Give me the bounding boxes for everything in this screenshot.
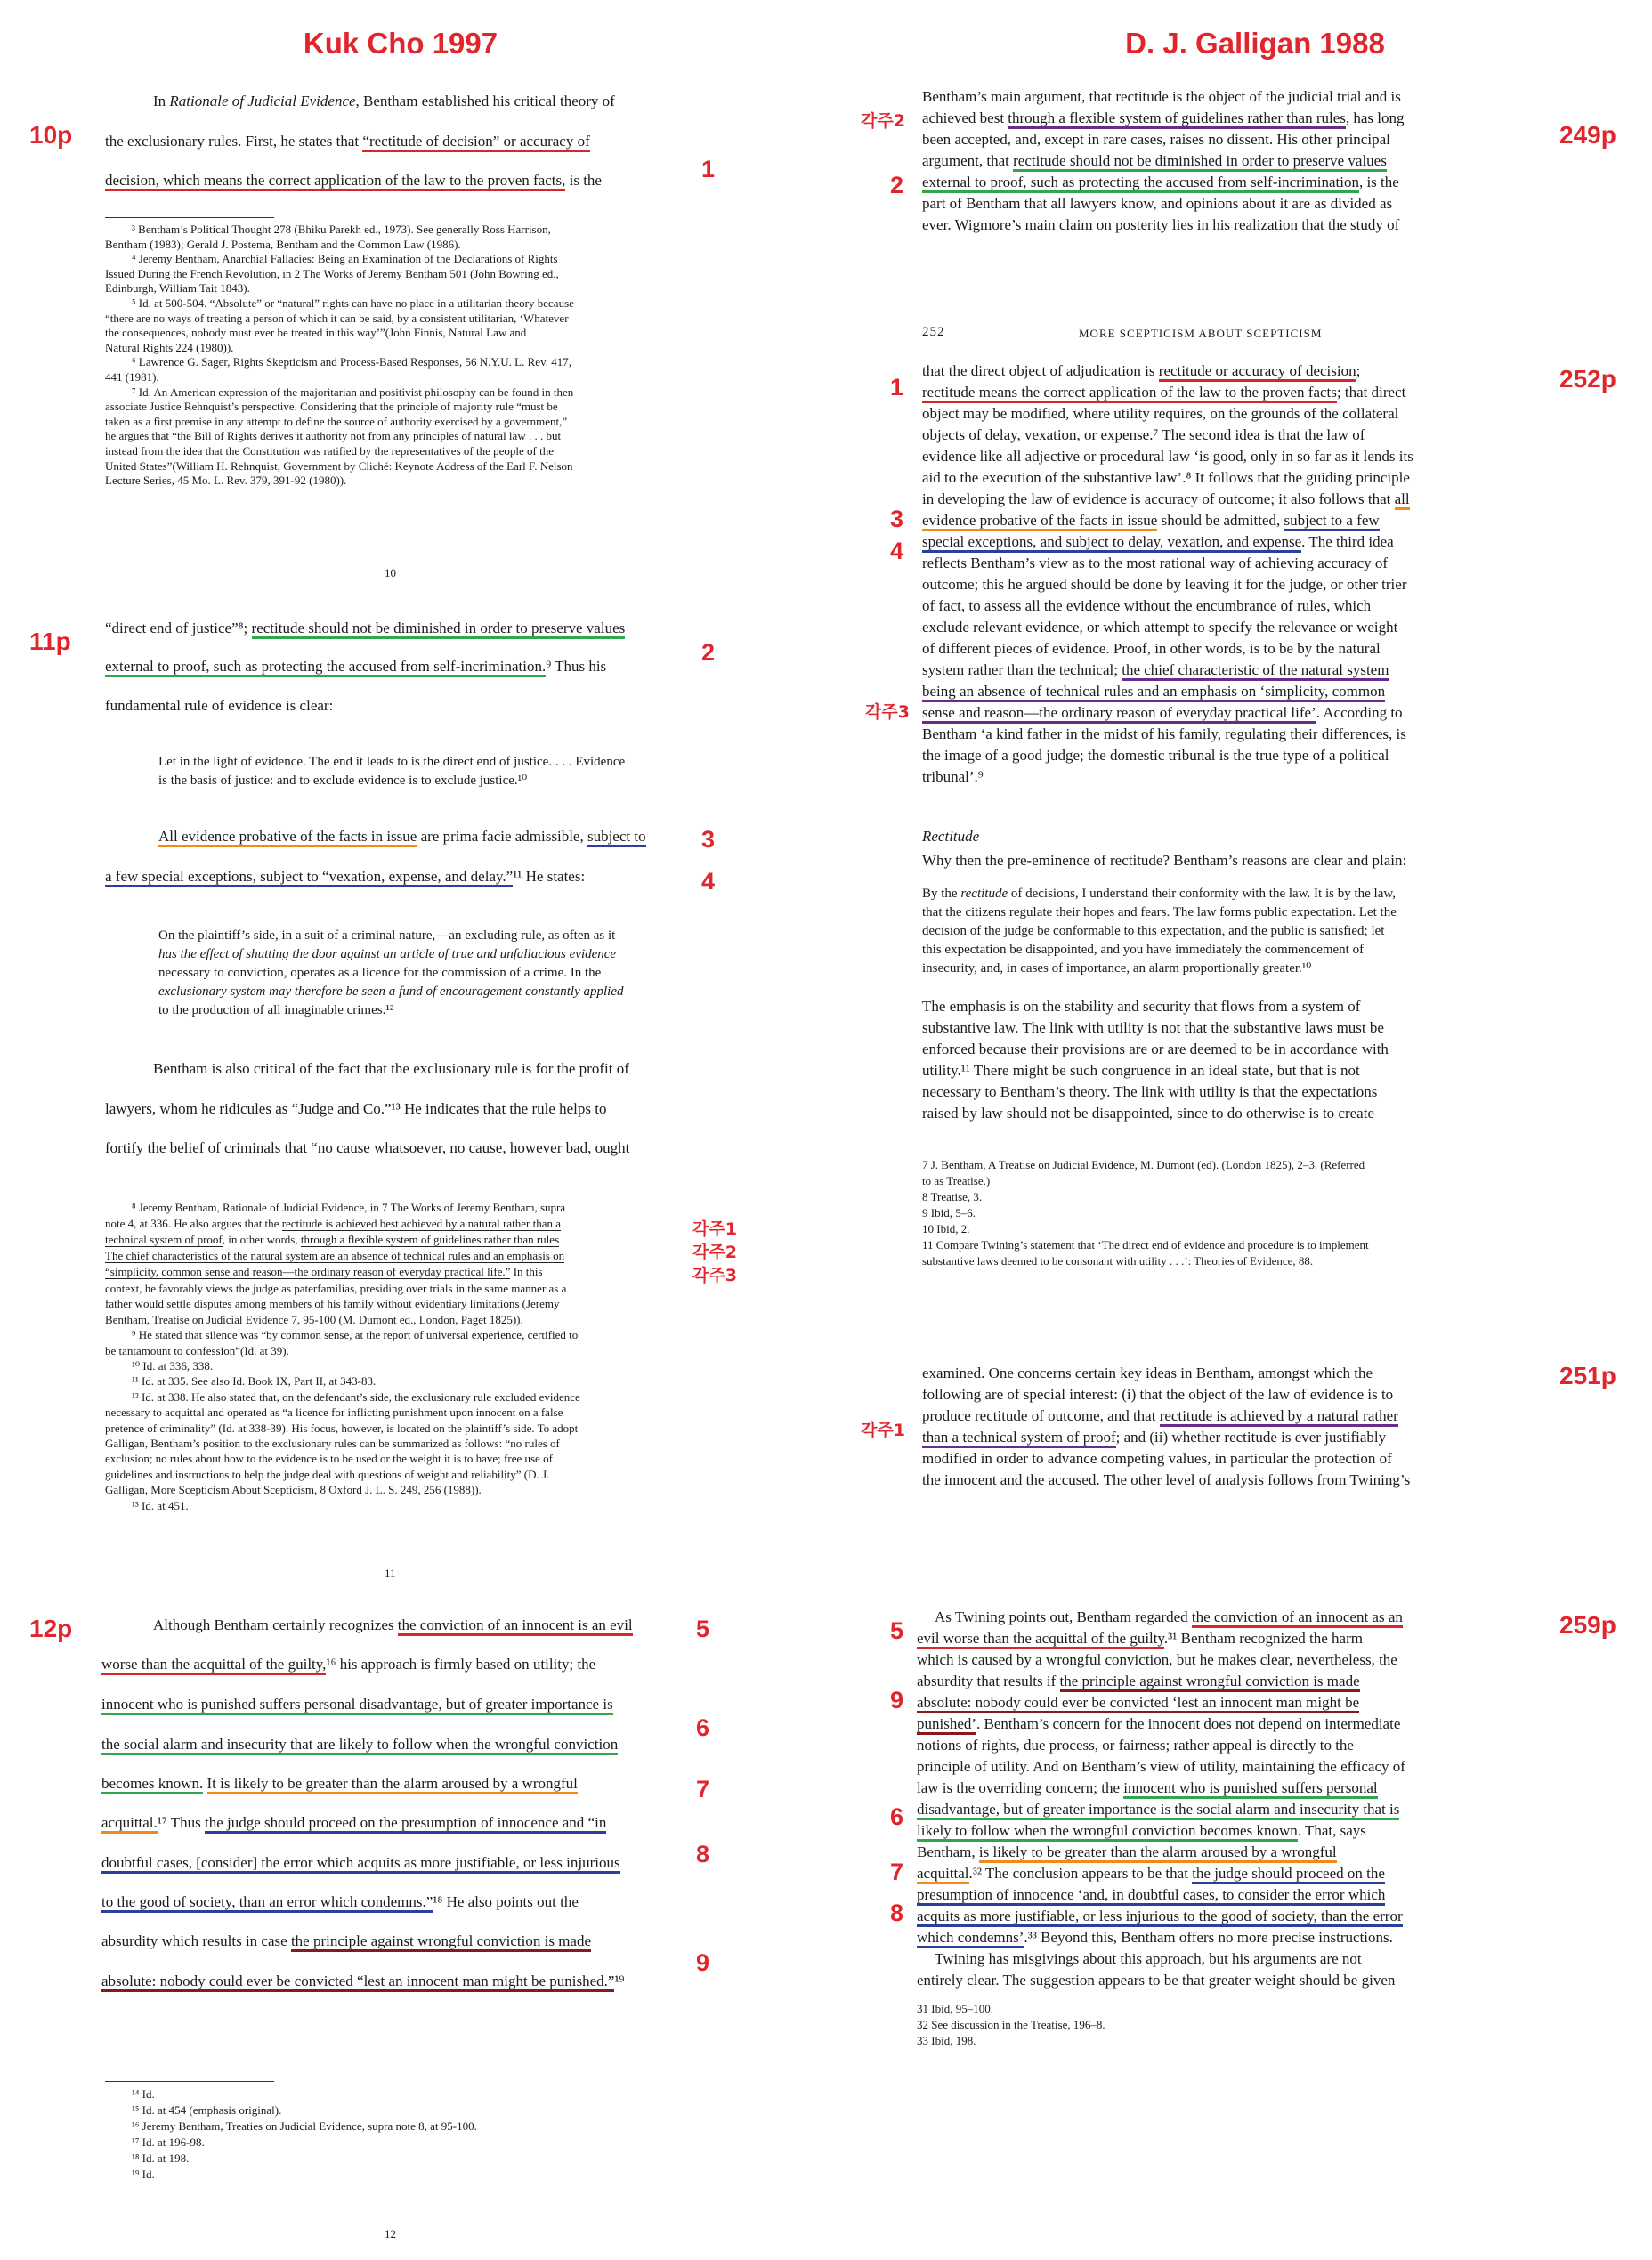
text-line [922,109,1405,128]
highlight-1: rectitude or accuracy of decision [1159,362,1356,382]
text-line [101,1852,620,1875]
match-number-8-left: 8 [696,1841,710,1867]
footnote-highlight-1: technical system of proof [105,1233,223,1246]
footnote-line: guidelines and instructions to help the judge deal with questions of weight and reliability” (D. J. [105,1467,550,1481]
highlight-6: innocent who is punished suffers personal [1123,1779,1377,1799]
text-line: principle of utility. And on Bentham’s view of utility, maintaining the efficacy of [917,1758,1405,1775]
left-column-title: Kuk Cho 1997 [303,27,498,60]
highlight-9: absolute: nobody could ever be convicted ‘lest an innocent man might be [917,1694,1359,1713]
block-quote-line: exclusionary system may therefore be seen a fund of encouragement constantly applied [158,984,624,999]
text-line [917,1778,1378,1798]
text-line: the image of a good judge; the domestic tribunal is the true type of a political [922,747,1389,764]
highlight-4: special exceptions, and subject to delay, vexation, and expense [922,533,1301,553]
text-line [153,91,615,113]
footnote-line: exclusion; no rules about how to the evidence is to be used or the weight it is to have; free use of [105,1452,553,1466]
footnote-highlight-1: than a technical system of proof [922,1429,1116,1448]
text-line: Twining has misgivings about this approach, but his arguments are not [935,1950,1362,1967]
footnote-line: ¹⁷ Id. at 196-98. [132,2135,205,2149]
text-line [101,1654,595,1676]
text-span: , is the [1358,174,1399,190]
text-span: By the [922,887,961,901]
highlight-7: It is likely to be greater than the alarm aroused by a wrongful [207,1775,578,1794]
running-title: MORE SCEPTICISM ABOUT SCEPTICISM [1079,327,1323,340]
text-line: outcome; this he argued should be done by leaving it for the judge, or other trier [922,576,1407,593]
match-number-1-right: 1 [890,374,904,401]
text-span: absurdity which results in case [101,1932,291,1949]
footnote-highlight-3: the chief characteristic of the natural system [1122,661,1389,681]
block-quote-line: is the basis of justice: and to exclude evidence is to exclude justice.¹⁰ [158,774,528,788]
page-tag-251p: 251p [1559,1362,1616,1389]
text-span: , Bentham established his critical theory of [355,93,615,109]
text-span: note 4, at 336. He also argues that the [105,1217,282,1230]
page-tag-12p: 12p [29,1615,73,1642]
text-line: been accepted, and, except in rare cases, raises no dissent. His other principal [922,131,1390,148]
text-span: ¹⁸ He also points out the [433,1893,579,1910]
footnote-line: Bentham, Treatise on Judicial Evidence 7, 95-100 (M. Dumont ed., London, Paget 1825)). [105,1312,523,1326]
highlight-3: all [1395,490,1410,510]
highlight-2: external to proof, such as protecting the accused from self-incrimination [922,174,1359,193]
text-line: fortify the belief of criminals that “no cause whatsoever, no cause, however bad, ought [105,1139,630,1156]
text-line [105,656,606,678]
text-span: . That, says [1297,1822,1366,1839]
highlight-5: the conviction of an innocent is an evil [398,1616,633,1636]
text-line [105,866,585,888]
text-line: of fact, to assess all the evidence without the encumbrance of rules, which [922,597,1372,614]
highlight-3: All evidence probative of the facts in issue [158,828,417,847]
text-line: Bentham ‘a kind father in the midst of his family, regulating their differences, is [922,725,1406,742]
footnote-line: taken as a first premise in any attempt to define the source of authority exercised by a government,” [105,414,568,428]
block-quote-line: to the production of all imaginable crimes.¹² [158,1003,394,1017]
text-span: .³² The conclusion appears to be that [968,1865,1193,1882]
text-span: produce rectitude of outcome, and that [922,1407,1160,1424]
highlight-9: punished’ [917,1715,976,1735]
footnotes-galligan-259 [917,2001,1362,2049]
highlight-4: subject to a few [1284,512,1379,531]
footnote-line: 7 J. Bentham, A Treatise on Judicial Evidence, M. Dumont (ed). (London 1825), 2–3. (Referred [922,1158,1365,1171]
text-line: evidence like all adjective or procedural law ‘is good, only in so far as it lends its [922,448,1413,465]
highlight-7: acquittal. [101,1814,158,1834]
footnote-highlight-1: rectitude is achieved by a natural rather [1160,1407,1398,1427]
block-quote-line: On the plaintiff’s side, in a suit of a criminal nature,—an excluding rule, as often as it [158,928,616,943]
page-number: 10 [385,566,396,579]
text-line: object may be modified, where utility requires, on the grounds of the collateral [922,405,1399,422]
footnote-label-3-left: 각주3 [692,1266,737,1285]
highlight-8: which condemns’ [917,1929,1024,1948]
text-span: that the direct object of adjudication is [922,362,1159,379]
match-number-7-left: 7 [696,1776,710,1802]
highlight-8: to the good of society, than an error which condemns.” [101,1893,433,1913]
text-span: ¹¹ He states: [513,868,586,885]
text-line [101,1773,578,1795]
text-line [101,1734,618,1756]
text-line: entirely clear. The suggestion appears to be that greater weight should be given [917,1972,1396,1989]
highlight-9: absolute: nobody could ever be convicted “lest an innocent man might be punished.” [101,1972,614,1992]
text-line: following are of special interest: (i) that the object of the law of evidence is to [922,1386,1394,1403]
footnote-rule [105,217,274,218]
text-span: in developing the law of evidence is accuracy of outcome; it also follows that [922,490,1395,507]
match-number-6-left: 6 [696,1714,710,1741]
footnotes-page-11 [105,1281,692,1513]
page-number: 11 [385,1567,396,1580]
block-quote-line [922,885,1396,903]
highlight-8: the judge should proceed on the presumption of innocence and “in [205,1814,606,1834]
highlight-2: rectitude should not be diminished in order to preserve values [252,620,626,639]
highlight-8: the judge should proceed on the [1192,1865,1385,1884]
text-span: are prima facie admissible, [417,828,587,845]
text-span: ; that direct [1336,384,1406,401]
text-line [922,532,1394,552]
text-line [922,383,1405,402]
text-span: system rather than the technical; [922,661,1122,678]
text-line: of different pieces of evidence. Proof, in other words, is to be by the natural [922,640,1381,657]
footnote-line: ¹² Id. at 338. He also stated that, on the defendant’s side, the exclusionary rule excluded evidence [132,1389,580,1404]
footnote-line: ¹⁰ Id. at 336, 338. [132,1359,214,1373]
text-line [922,1406,1398,1426]
text-span: . Bentham’s concern for the innocent does not depend on intermediate [976,1715,1401,1732]
footnote-label-2-left: 각주2 [692,1243,737,1262]
highlight-1: “rectitude of decision” or accuracy of [362,133,589,152]
match-number-4-right: 4 [890,538,904,564]
text-line: utility.¹¹ There might be such congruence in an ideal state, but that is not [922,1062,1360,1079]
text-span: . The third idea [1301,533,1394,550]
footnote-line: ⁶ Lawrence G. Sager, Rights Skepticism and Process-Based Responses, 56 N.Y.U. L. Rev. 417, [132,355,571,369]
footnote-line: ⁷ Id. An American expression of the majoritarian and positivist philosophy can be found in then [132,385,574,399]
footnote-line: ⁴ Jeremy Bentham, Anarchial Fallacies: Being an Examination of the Declarations of Rights [132,252,558,266]
text-span: is the [565,172,602,189]
page-tag-252p: 252p [1559,365,1616,393]
text-line: notions of rights, due process, or fairness; rather appeal is directly to the [917,1737,1354,1754]
highlight-7: acquittal [917,1865,969,1884]
text-line [101,1971,624,1993]
text-line [922,490,1410,509]
block-quote-line: this expectation be disappointed, and you have immediately the commencement of [922,943,1365,957]
text-line [153,1615,633,1637]
text-span: Rationale of Judicial Evidence [169,93,356,109]
highlight-6: disadvantage, but of greater importance is the social alarm and insecurity that is [917,1801,1399,1820]
text-line [101,1812,606,1835]
text-line: Bentham is also critical of the fact that the exclusionary rule is for the profit of [153,1060,629,1077]
footnote-line: United States”(William H. Rehnquist, Government by Cliché: Keynote Address of the Earl F. Nelson [105,458,573,473]
text-span: the exclusionary rules. First, he states that [105,133,363,150]
text-line: The emphasis is on the stability and security that flows from a system of [922,998,1361,1015]
footnote-line: Edinburgh, William Tait 1843). [105,281,250,296]
text-line [105,618,625,640]
text-line: objects of delay, vexation, or expense.⁷ The second idea is that the law of [922,426,1365,443]
text-span: .³³ Beyond this, Bentham offers no more precise instructions. [1024,1929,1393,1946]
text-span: of decisions, I understand their conformity with the law. It is by the law, [1008,887,1396,901]
footnote-line [105,1217,561,1232]
footnote-line: 441 (1981). [105,369,159,384]
highlight-2: rectitude should not be diminished in order to preserve values [1013,152,1387,172]
footnote-line: “there are no ways of treating a person of which it can be said, by a consistent utilitarian, ‘Whatever [105,311,569,325]
footnotes-galligan-252 [922,1157,1545,1269]
footnote-line: pretence of criminality” (Id. at 338-39). His focus, however, is located on the plaintiff’s side. To adopt [105,1421,579,1435]
match-number-6-right: 6 [890,1803,904,1830]
right-column-title: D. J. Galligan 1988 [1125,27,1385,60]
footnote-line: ⁵ Id. at 500-504. “Absolute” or “natural” rights can have no place in a utilitarian theory because [132,296,574,310]
text-line [105,131,590,153]
footnote-line: ¹⁵ Id. at 454 (emphasis original). [132,2103,282,2117]
text-line [917,1843,1337,1862]
highlight-5: the conviction of an innocent as an [1192,1608,1403,1628]
highlight-8: doubtful cases, [consider] the error which acquits as more justifiable, or less injurious [101,1854,620,1874]
text-span: In [153,93,170,109]
text-line: enforced because their provisions are or are deemed to be in accordance with [922,1041,1389,1057]
match-number-2-right: 2 [890,172,904,198]
highlight-9: the principle against wrongful conviction is made [1060,1673,1360,1692]
footnote-line [105,1265,543,1280]
page-tag-249p: 249p [1559,121,1616,149]
footnote-line: be tantamount to confession”(Id. at 39). [105,1343,289,1357]
text-line: tribunal’.⁹ [922,768,984,785]
page-tag-10p: 10p [29,121,73,149]
match-number-8-right: 8 [890,1900,904,1926]
text-line: lawyers, whom he ridicules as “Judge and Co.”¹³ He indicates that the rule helps to [105,1100,607,1117]
footnote-line: ¹⁸ Id. at 198. [132,2151,190,2165]
text-span: rectitude [960,887,1008,901]
text-span: Although Bentham certainly recognizes [153,1616,398,1633]
match-number-9-left: 9 [696,1949,710,1976]
text-span: As Twining points out, Bentham regarded [935,1608,1192,1625]
highlight-7: is likely to be greater than the alarm aroused by a wrongful [979,1843,1337,1863]
footnotes-page-10 [105,223,692,489]
text-span: ¹⁶ his approach is firmly based on utility; the [326,1656,596,1673]
text-span: , in other words, [222,1233,301,1246]
footnote-line: Galligan, More Scepticism About Scepticism, 8 Oxford J. L. S. 249, 256 (1988)). [105,1483,482,1497]
footnote-line [105,1233,559,1248]
text-line [917,1800,1399,1819]
footnote-line: ⁸ Jeremy Bentham, Rationale of Judicial Evidence, in 7 The Works of Jeremy Bentham, supra [132,1201,566,1214]
footnote-line: Galligan, Bentham’s position to the exclusionary rules can be summarized as follows: “no rules of [105,1437,560,1451]
match-number-4-left: 4 [701,868,716,895]
text-line [922,1428,1386,1447]
highlight-9: the principle against wrongful conviction is made [291,1932,591,1952]
text-line: exclude relevant evidence, or which attempt to specify the relevance or weight [922,619,1398,636]
block-quote-line: necessary to conviction, operates as a licence for the commission of a crime. In the [158,966,602,980]
footnote-line: 31 Ibid, 95–100. [917,2002,993,2015]
block-quote-line: has the effect of shutting the door against an article of true and unfallacious evidence [158,947,617,961]
footnote-line: instead from the idea that the Constitution was ratified by the representatives of the people of the [105,443,554,458]
footnote-highlight-3: sense and reason—the ordinary reason of everyday practical life’ [922,704,1316,724]
text-span: argument, that [922,152,1014,169]
footnote-line: substantive laws deemed to be consonant with utility . . .’: Theories of Evidence, 88. [922,1254,1314,1268]
footnote-line: necessary to acquittal and operated as “a licence for inflicting punishment upon innocent on a false [105,1405,563,1420]
text-line [922,660,1389,680]
text-line [101,1931,591,1953]
match-number-9-right: 9 [890,1687,904,1713]
text-span: achieved best [922,109,1008,126]
footnote-line: 11 Compare Twining’s statement that ‘The direct end of evidence and procedure is to implement [922,1238,1369,1252]
footnote-line: ¹¹ Id. at 335. See also Id. Book IX, Part II, at 343-83. [132,1374,377,1389]
text-span: In this [510,1265,543,1278]
text-line [105,170,602,192]
highlight-6: likely to follow when the wrongful conviction becomes known [917,1822,1298,1842]
highlight-5: worse than the acquittal of the guilty, [101,1656,326,1675]
text-line: Why then the pre-eminence of rectitude? Bentham’s reasons are clear and plain: [922,852,1407,869]
text-line [158,826,646,848]
footnote-label-1-right: 각주1 [861,1421,905,1440]
footnote-line: the consequences, nobody must ever be treated in this way’”(John Finnis, Natural Law and [105,326,527,340]
footnote-line: he argues that “the Bill of Rights derives it authority not from any principles of natural law . . . but [105,429,562,443]
footnote-line: Natural Rights 224 (1980)). [105,340,234,354]
footnote-line: ¹⁹ Id. [132,2167,155,2181]
match-number-3-left: 3 [701,826,716,853]
running-page-number: 252 [922,325,945,339]
footnote-label-3-right: 각주3 [865,702,910,722]
text-line: part of Bentham that all lawyers know, and opinions about it are as divided as [922,195,1393,212]
block-quote-line: Let in the light of evidence. The end it leads to is the direct end of justice. . . . Evidence [158,755,626,769]
text-span: ⁹ Thus his [546,658,607,675]
footnote-line [105,1249,564,1264]
footnote-line: father would settle disputes among members of his family without evidentiary limitations (Jeremy [105,1297,560,1311]
text-span: “direct end of justice”⁸; [105,620,252,636]
text-line [917,1821,1366,1841]
footnote-highlight-3: “simplicity, common sense and reason—the ordinary reason of everyday practical life.” [105,1265,511,1278]
text-line: modified in order to advance competing values, in particular the protection of [922,1450,1392,1467]
highlight-8: acquits as more justifiable, or less injurious to the good of society, than the error [917,1908,1403,1927]
footnote-label-2-right: 각주2 [861,111,905,131]
footnote-line: ⁹ He stated that silence was “by common sense, at the report of universal experience, certified to [132,1328,579,1342]
highlight-4: subject to [587,828,646,847]
highlight-6: innocent who is punished suffers personal disadvantage, but of greater importance is [101,1696,613,1715]
page-tag-259p: 259p [1559,1611,1616,1639]
footnote-highlight-2: through a flexible system of guidelines rather than rules [1008,109,1346,129]
highlight-4: a few special exceptions, subject to “vexation, expense, and delay.” [105,868,513,887]
text-line [922,151,1387,171]
text-line: necessary to Bentham’s theory. The link with utility is that the expectations [922,1083,1378,1100]
block-quote-line: that the citizens regulate their hopes and fears. The law forms public expectation. Let the [922,905,1397,919]
text-span: law is the overriding concern; the [917,1779,1124,1796]
page-number: 12 [385,2227,396,2240]
highlight-6: becomes known. [101,1775,203,1794]
text-line: substantive law. The link with utility is not that the substantive laws must be [922,1019,1384,1036]
text-line [917,1907,1403,1926]
text-line [917,1885,1385,1905]
footnote-line: to as Treatise.) [922,1174,991,1187]
text-span: Bentham, [917,1843,979,1860]
text-line [917,1693,1359,1713]
text-line: raised by law should not be disappointed, since to do otherwise is to create [922,1105,1374,1122]
block-quote-line: insecurity, and, in cases of importance, an alarm proportionally greater.¹⁰ [922,961,1312,976]
text-span: ¹⁹ [614,1972,625,1989]
footnote-line: ¹⁴ Id. [132,2087,155,2101]
text-span: .³¹ Bentham recognized the harm [1163,1630,1363,1647]
highlight-1: decision, which means the correct application of the law to the proven facts, [105,172,565,191]
match-number-1-left: 1 [701,156,716,182]
footnote-line: 32 See discussion in the Treatise, 196–8. [917,2018,1105,2031]
footnote-highlight-3: The chief characteristics of the natural system are an absence of technical rules and an emphasis on [105,1249,565,1262]
text-line: examined. One concerns certain key ideas in Bentham, amongst which the [922,1365,1373,1381]
match-number-5-right: 5 [890,1617,904,1644]
footnote-highlight-2: through a flexible system of guidelines rather than rules [300,1233,560,1246]
highlight-5: evil worse than the acquittal of the guilty [917,1630,1164,1649]
text-span [203,1775,206,1792]
text-span: . According to [1316,704,1403,721]
match-number-5-left: 5 [696,1616,710,1642]
footnote-line: 8 Treatise, 3. [922,1190,983,1203]
match-number-7-right: 7 [890,1859,904,1885]
text-line: aid to the execution of the substantive law’.⁸ It follows that the guiding principle [922,469,1410,486]
text-line: that the direct object of adjudication is rectitude or accuracy of decision; [922,361,1360,381]
text-line [917,1928,1393,1948]
footnote-rule [105,2081,274,2082]
match-number-3-right: 3 [890,506,904,532]
footnote-line: Lecture Series, 45 Mo. L. Rev. 379, 391-92 (1980)). [105,474,347,488]
text-line [917,1672,1360,1691]
text-line [101,1891,579,1914]
footnote-line: 10 Ibid, 2. [922,1222,970,1235]
footnote-line: ³ Bentham’s Political Thought 278 (Bhiku Parekh ed., 1973). See generally Ross Harrison, [132,223,551,236]
text-line: Bentham’s main argument, that rectitude is the object of the judicial trial and is [922,88,1401,105]
text-span: ¹⁷ Thus [157,1814,205,1831]
footnote-line: Issued During the French Revolution, in 2 The Works of Jeremy Bentham 501 (John Bowring ed., [105,266,559,280]
text-line [917,1629,1363,1648]
text-line [922,511,1380,531]
highlight-3: evidence probative of the facts in issue [922,512,1157,531]
text-line: reflects Bentham’s view as to the most rational way of achieving accuracy of [922,555,1389,571]
block-quote-line: decision of the judge be conformable to this expectation, and the public is satisfied; let [922,924,1385,938]
text-line [917,1714,1400,1734]
match-number-2-left: 2 [701,639,716,666]
text-span: should be admitted, [1157,512,1284,529]
text-span: ; and (ii) whether rectitude is ever justifiably [1115,1429,1387,1446]
highlight-6: the social alarm and insecurity that are likely to follow when the wrongful conviction [101,1736,618,1755]
footnote-line: ¹³ Id. at 451. [132,1498,189,1512]
text-line: which is caused by a wrongful conviction, but he makes clear, nevertheless, the [917,1651,1397,1668]
footnotes-page-12 [132,2086,684,2183]
highlight-2: external to proof, such as protecting the accused from self-incrimination. [105,658,546,677]
section-heading-rectitude: Rectitude [922,828,980,845]
text-line [917,1864,1385,1883]
footnote-highlight-1: rectitude is achieved best achieved by a natural rather than a [281,1217,561,1230]
footnote-label-1-left: 각주1 [692,1219,737,1239]
text-line [101,1694,613,1716]
footnote-line: ¹⁶ Jeremy Bentham, Treaties on Judicial Evidence, supra note 8, at 95-100. [132,2119,477,2133]
page-tag-11p: 11p [29,628,71,655]
text-line [922,703,1403,723]
footnote-line: associate Justice Rehnquist’s perspective. Considering that the principle of majority rule “must be [105,400,558,414]
text-line: fundamental rule of evidence is clear: [105,697,334,714]
footnote-line: Bentham (1983); Gerald J. Postema, Bentham and the Common Law (1986). [105,237,461,251]
text-line: the innocent and the accused. The other level of analysis follows from Twining’s [922,1471,1411,1488]
text-line [935,1608,1403,1627]
footnote-line: context, he favorably views the judge as paterfamilias, presiding over trials in the same manner as a [105,1282,567,1295]
text-line [922,682,1385,701]
highlight-1: rectitude means the correct application of the law to the proven facts [922,384,1337,403]
text-line [922,173,1399,192]
text-span: absurdity that results if [917,1673,1060,1689]
text-line: ever. Wigmore’s main claim on posterity lies in his realization that the study of [922,216,1400,233]
footnote-highlight-3: being an absence of technical rules and an emphasis on ‘simplicity, common [922,683,1385,702]
highlight-8: presumption of innocence ‘and, in doubtful cases, to consider the error which [917,1886,1385,1906]
footnote-line: 33 Ibid, 198. [917,2034,976,2047]
footnote-line: 9 Ibid, 5–6. [922,1206,976,1219]
text-span: , has long [1345,109,1405,126]
